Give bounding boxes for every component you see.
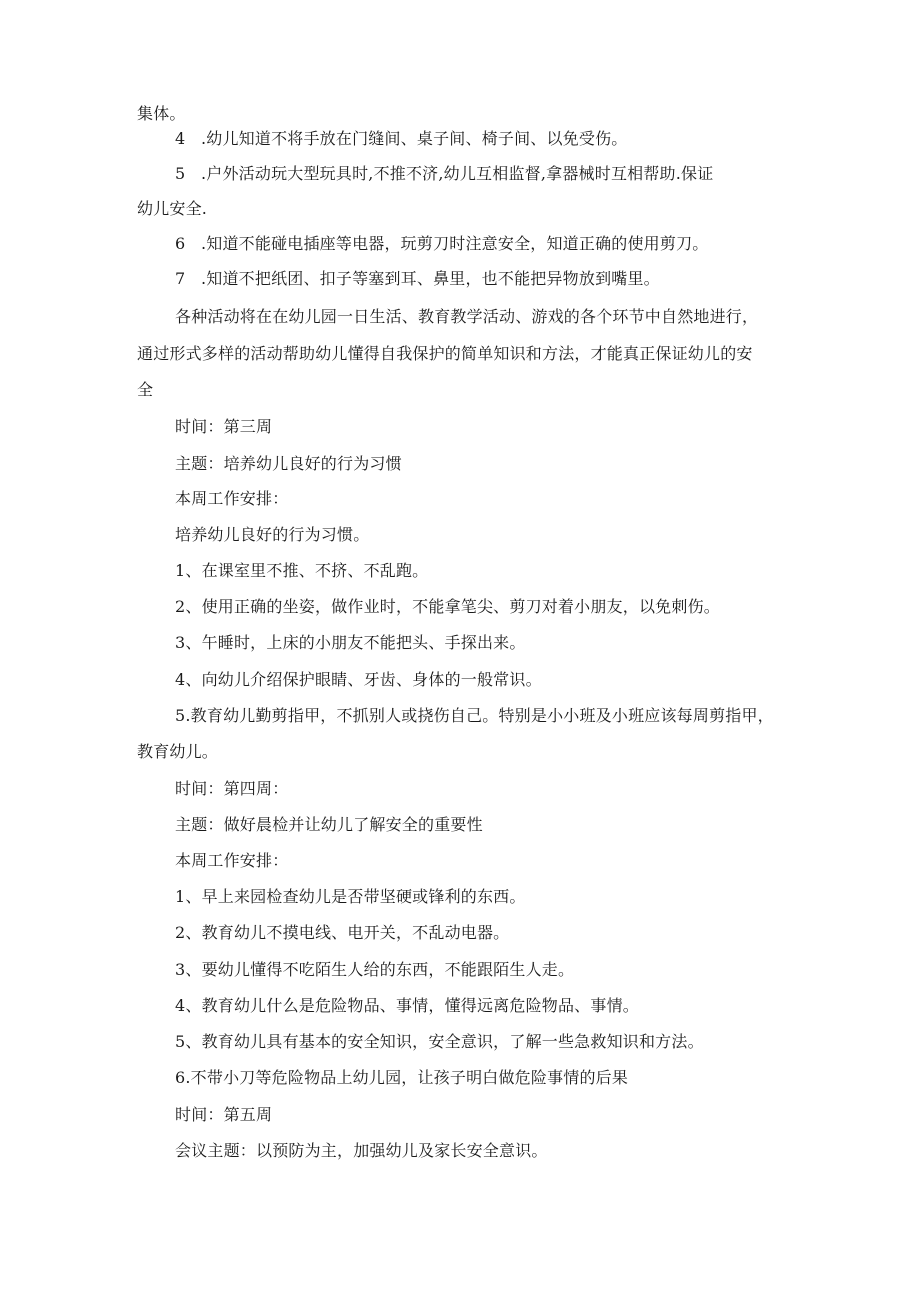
week3-arrangement: 本周工作安排：: [175, 489, 289, 508]
list-item-5: [175, 164, 713, 184]
paragraph-line-2: 通过形式多样的活动帮助幼儿懂得自我保护的简单知识和方法，才能真正保证幼儿的安: [137, 344, 753, 363]
list-item-text: .知道不把纸团、扣子等塞到耳、鼻里，也不能把异物放到嘴里。: [201, 269, 660, 288]
week3-item: 1、在课室里不推、不挤、不乱跑。: [175, 561, 429, 580]
list-item-number: 7: [175, 269, 186, 288]
week3-item-5-continuation: 教育幼儿。: [137, 742, 219, 761]
week3-item-5: 5.教育幼儿勤剪指甲，不抓别人或挠伤自己。特别是小小班及小班应该每周剪指甲，: [175, 706, 774, 725]
week4-item: 2、教育幼儿不摸电线、电开关，不乱动电器。: [175, 923, 510, 942]
list-item-text: .户外活动玩大型玩具时,不推不济,幼儿互相监督,拿器械时互相帮助.保证: [201, 164, 714, 183]
paragraph-line-3: 全: [137, 380, 154, 399]
paragraph-line-1: 各种活动将在在幼儿园一日生活、教育教学活动、游戏的各个环节中自然地进行，: [175, 307, 759, 326]
continuation-line: 集体。: [137, 104, 186, 123]
list-item-number: 6: [175, 234, 186, 253]
list-item-number: 4: [175, 129, 186, 148]
list-item-number: 5: [175, 164, 186, 183]
week3-item: 3、午睡时，上床的小朋友不能把头、手探出来。: [175, 633, 526, 652]
week3-time: 时间：第三周: [175, 417, 273, 436]
list-item-7: [175, 269, 660, 289]
week4-time: 时间：第四周：: [175, 779, 289, 798]
week5-theme: 会议主题：以预防为主，加强幼儿及家长安全意识。: [175, 1141, 548, 1160]
list-item-text: .知道不能碰电插座等电器，玩剪刀时注意安全，知道正确的使用剪刀。: [201, 234, 709, 253]
week3-intro: 培养幼儿良好的行为习惯。: [175, 525, 370, 544]
week4-theme: 主题：做好晨检并让幼儿了解安全的重要性: [175, 815, 483, 834]
week4-item: 6.不带小刀等危险物品上幼儿园，让孩子明白做危险事情的后果: [175, 1068, 629, 1087]
week4-item: 1、早上来园检查幼儿是否带坚硬或锋利的东西。: [175, 887, 526, 906]
week5-time: 时间：第五周: [175, 1105, 273, 1124]
week3-theme: 主题：培养幼儿良好的行为习惯: [175, 454, 402, 473]
week4-item: 5、教育幼儿具有基本的安全知识，安全意识，了解一些急救知识和方法。: [175, 1032, 704, 1051]
list-item-4: [175, 129, 628, 149]
list-item-6: [175, 234, 709, 254]
list-item-text: .幼儿知道不将手放在门缝间、桌子间、椅子间、以免受伤。: [201, 129, 628, 148]
list-item-5-continuation: 幼儿安全.: [137, 199, 208, 218]
week3-item: 4、向幼儿介绍保护眼睛、牙齿、身体的一般常识。: [175, 670, 542, 689]
week3-item: 2、使用正确的坐姿，做作业时，不能拿笔尖、剪刀对着小朋友，以免刺伤。: [175, 597, 720, 616]
week4-item: 4、教育幼儿什么是危险物品、事情，懂得远离危险物品、事情。: [175, 996, 639, 1015]
week4-arrangement: 本周工作安排：: [175, 851, 289, 870]
week4-item: 3、要幼儿懂得不吃陌生人给的东西，不能跟陌生人走。: [175, 960, 575, 979]
